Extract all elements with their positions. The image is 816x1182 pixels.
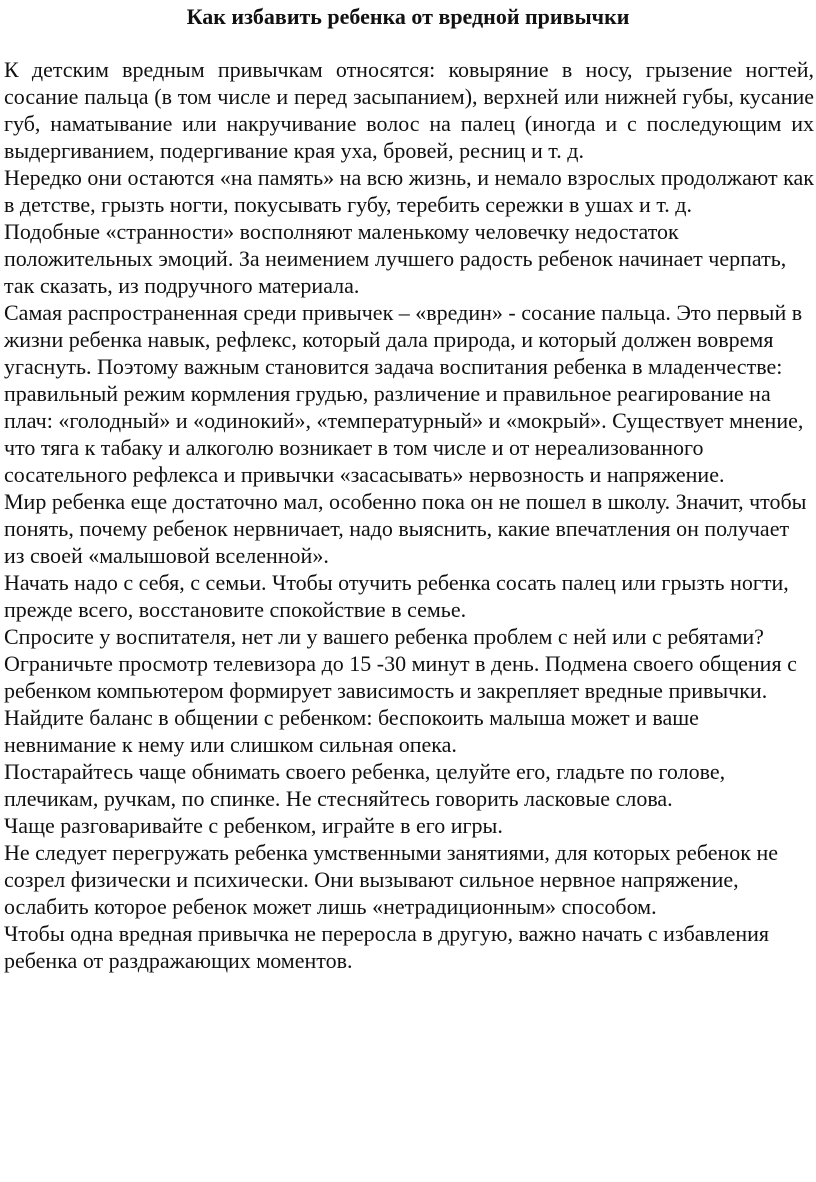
paragraph-oddities: Подобные «странности» восполняют маленькому человечку недостаток положительных эмоций. За неимением лучшего радость ребенок начинает черпать, так сказать, из подручного материала. (4, 219, 787, 298)
paragraph-start-with-family: Начать надо с себя, с семьи. Чтобы отучить ребенка сосать палец или грызть ногти, прежде всего, восстановите спокойствие в семье. (4, 570, 789, 622)
paragraph-remove-irritants: Чтобы одна вредная привычка не переросла в другую, важно начать с избавления ребенка от раздражающих моментов. (4, 921, 770, 973)
paragraph-no-overload: Не следует перегружать ребенка умственными занятиями, для которых ребенок не созрел физически и психически. Они вызывают сильное нервное напряжение, ослабить которое ребенок может лишь «нетрадиционным» способом. (4, 840, 778, 919)
paragraph-hug-child: Постарайтесь чаще обнимать своего ребенка, целуйте его, гладьте по голове, плечикам, ручкам, по спинке. Не стесняйтесь говорить ласковые слова. (4, 759, 726, 811)
paragraph-ask-teacher: Спросите у воспитателя, нет ли у вашего ребенка проблем с ней или с ребятами? (4, 624, 764, 649)
paragraph-adults-habits: Нередко они остаются «на память» на всю жизнь, и немало взрослых продолжают как в детстве, грызть ногти, покусывать губу, теребить сережки в ушах и т. д. (4, 165, 814, 217)
document-title: Как избавить ребенка от вредной привычки (186, 4, 630, 29)
paragraph-thumb-sucking: Самая распространенная среди привычек – «вредин» - сосание пальца. Это первый в жизни ребенка навык, рефлекс, который дала природа, и который должен вовремя угаснуть. Поэтому важным становится задача воспитания ребенка в младенчестве: правильный режим кормления грудью, различение и правильное реагирование на плач: «голодный» и «одинокий», «температурный» и «мокрый». Существует мнение, что тяга к табаку и алкоголю возникает в том числе и от нереализованного сосательного рефлекса и привычки «засасывать» нервозность и напряжение. (4, 300, 804, 487)
paragraph-bad-habits-list: К детским вредным привычкам относятся: ковыряние в носу, грызение ногтей, сосание пальца (в том числе и перед засыпанием), верхней или нижней губы, кусание губ, наматывание или накручивание волос на палец (иногда и с последующим их выдергиванием, подергивание края уха, бровей, ресниц и т. д. (4, 57, 814, 163)
paragraph-play-together: Чаще разговаривайте с ребенком, играйте в его игры. (4, 813, 503, 838)
paragraph-limit-tv: Ограничьте просмотр телевизора до 15 -30 минут в день. Подмена своего общения с ребенком компьютером формирует зависимость и закрепляет вредные привычки. (4, 651, 797, 703)
paragraph-child-world: Мир ребенка еще достаточно мал, особенно пока он не пошел в школу. Значит, чтобы понять, почему ребенок нервничает, надо выяснить, какие впечатления он получает из своей «малышовой вселенной». (4, 489, 807, 568)
paragraph-balance: Найдите баланс в общении с ребенком: беспокоить малыша может и ваше невнимание к нему или слишком сильная опека. (4, 705, 699, 757)
